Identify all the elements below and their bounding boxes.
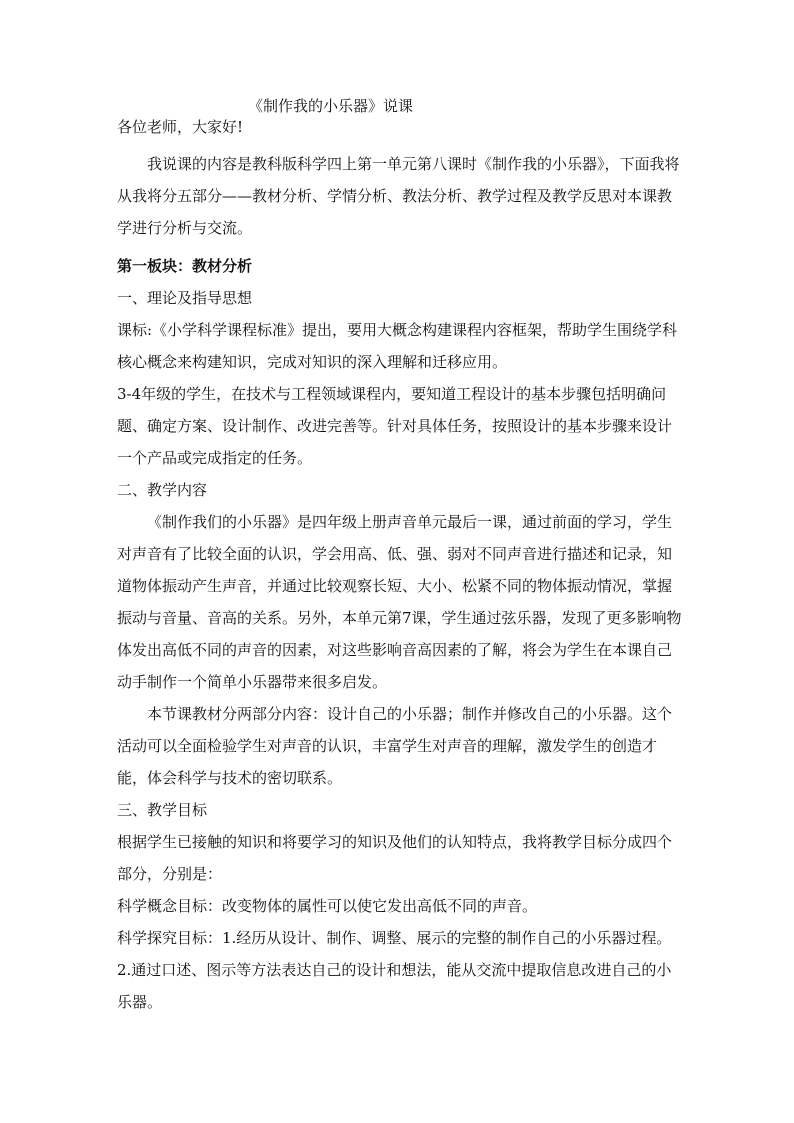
- greeting: 各位老师，大家好!: [117, 118, 244, 136]
- section-heading-textbook-analysis: 第一板块：教材分析: [117, 257, 253, 275]
- intro-paragraph: 我说课的内容是教科版科学四上第一单元第八课时《制作我的小乐器》，下面我将从我将分五部分——教材分析、学情分析、教法分析、教学过程及教学反思对本课教学进行分析与交流。: [117, 155, 680, 237]
- lesson-parts-paragraph: 本节课教材分两部分内容：设计自己的小乐器；制作并修改自己的小乐器。这个活动可以全面检验学生对声音的认识，丰富学生对声音的理解，激发学生的创造才能，体会科学与技术的密切联系。: [117, 705, 673, 787]
- inquiry-goal-2: 2.通过口述、图示等方法表达自己的设计和想法，能从交流中提取信息改进自己的小乐器。: [117, 961, 672, 1011]
- document-page: [117, 96, 682, 1018]
- goals-intro-paragraph: 根据学生已接触的知识和将要学习的知识及他们的认知特点，我将教学目标分成四个部分，分别是：: [117, 833, 673, 883]
- grade-paragraph: 3-4年级的学生，在技术与工程领域课程内，要知道工程设计的基本步骤包括明确问题、确定方案、设计制作、改进完善等。针对具体任务，按照设计的基本步骤来设计一个产品或完成指定的任务。: [117, 385, 673, 467]
- subheading-content: 二、教学内容: [117, 481, 208, 499]
- curriculum-paragraph: 课标:《小学科学课程标准》提出，要用大概念构建课程内容框架，帮助学生围绕学科核心概念来构建知识，完成对知识的深入理解和迁移应用。: [117, 321, 678, 371]
- concept-goal: 科学概念目标：改变物体的属性可以使它发出高低不同的声音。: [117, 897, 538, 915]
- subheading-theory: 一、理论及指导思想: [117, 289, 253, 307]
- subheading-goals: 三、教学目标: [117, 801, 208, 819]
- document-title: 《制作我的小乐器》说课: [248, 97, 414, 115]
- content-paragraph: 《制作我们的小乐器》是四年级上册声音单元最后一课，通过前面的学习，学生对声音有了比较全面的认识，学会用高、低、强、弱对不同声音进行描述和记录，知道物体振动产生声音，并通过比较观察长短、大小、松紧不同的物体振动情况，掌握振动与音量、音高的关系。另外，本单元第7课，学生通过弦乐器，发现了更多影响物体发出高低不同的声音的因素，对这些影响音高因素的了解，将会为学生在本课自己动手制作一个简单小乐器带来很多启发。: [117, 513, 682, 691]
- inquiry-goal-1: 科学探究目标：1.经历从设计、制作、调整、展示的完整的制作自己的小乐器过程。: [117, 929, 672, 947]
